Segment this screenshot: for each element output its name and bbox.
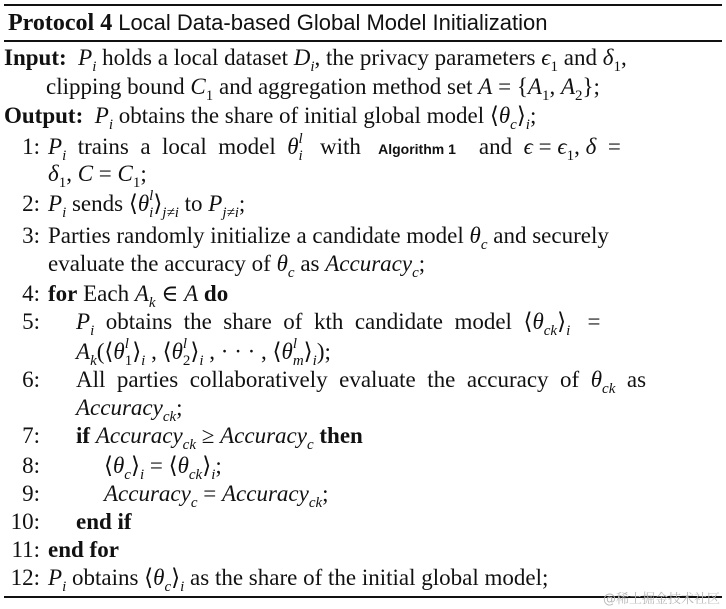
top-rule (4, 4, 722, 6)
protocol-title: Local Data-based Global Model Initialization (118, 10, 548, 35)
line-number: 2: (22, 191, 40, 216)
line-number: 6: (22, 367, 40, 392)
line-number: 4: (22, 281, 40, 306)
header-rule (4, 40, 722, 42)
line-number: 5: (22, 309, 40, 334)
line-number: 8: (22, 453, 40, 478)
algorithm-ref: Algorithm 1 (378, 141, 456, 157)
kw-do: do (203, 281, 229, 306)
line-number: 1: (22, 134, 40, 159)
kw-for: for (48, 281, 78, 306)
line-number: 9: (22, 481, 40, 506)
line-number: 7: (22, 423, 40, 448)
protocol-label: Protocol 4 (8, 10, 113, 36)
line-number: 12: (10, 565, 40, 590)
output-label: Output: (4, 103, 84, 128)
input-label: Input: (4, 45, 67, 70)
protocol-header (8, 7, 547, 39)
line-number: 3: (22, 223, 40, 248)
line-number: 11: (11, 537, 40, 562)
watermark: @稀土掘金技术社区 (602, 592, 720, 607)
kw-end-if: end if (76, 509, 132, 534)
kw-end-for: end for (48, 537, 119, 562)
kw-then: then (319, 423, 363, 448)
line-number: 10: (10, 509, 40, 534)
kw-if: if (76, 423, 91, 448)
